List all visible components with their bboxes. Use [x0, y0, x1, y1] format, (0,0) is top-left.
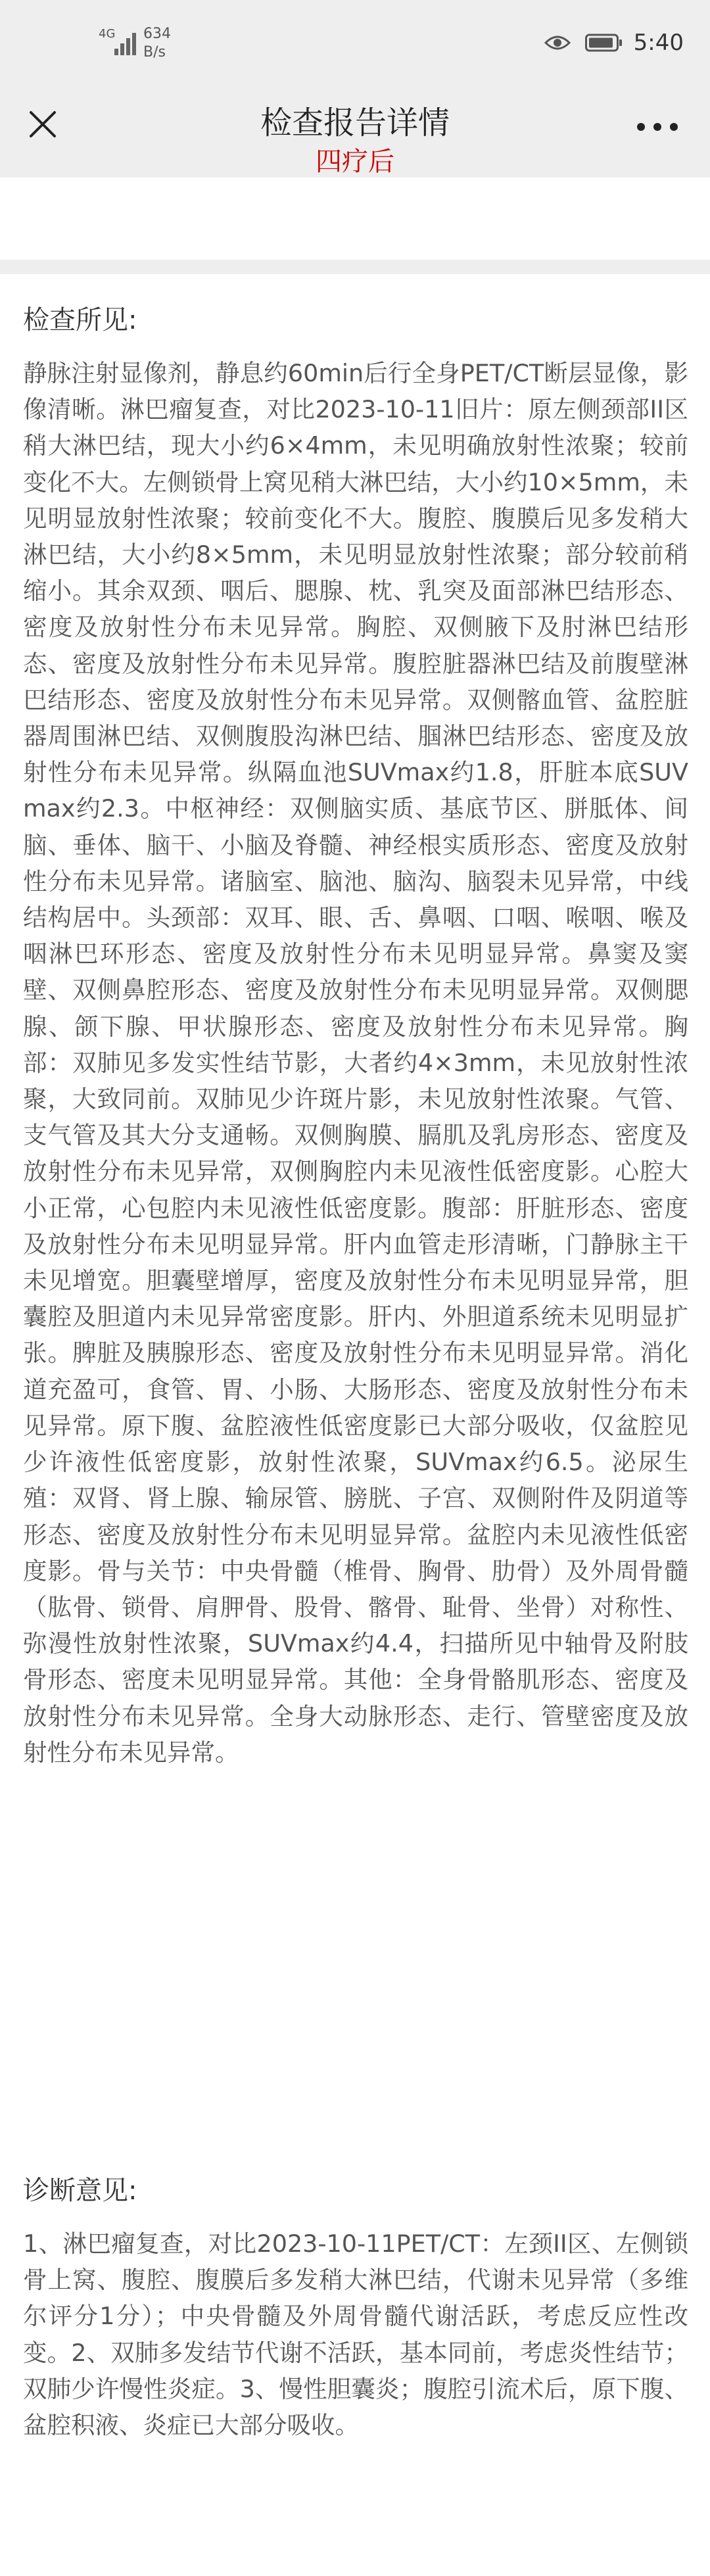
battery-icon [585, 33, 623, 53]
section-divider [0, 260, 710, 274]
page-title: 检查报告详情 [260, 105, 450, 141]
network-speed-unit: B/s [143, 44, 166, 60]
more-dots-icon [636, 122, 679, 132]
status-bar [0, 0, 710, 85]
network-type: 4G [99, 27, 116, 41]
diagnosis-text: 1、淋巴瘤复查，对比2023-10-11PET/CT：左颈II区、左侧锁骨上窝、腹腔、腹膜后多发稍大淋巴结，代谢未见异常（多维尔评分1分）；中央骨髓及外周骨髓代谢活跃，考虑反应性改变。2、双肺多发结节代谢不活跃，基本同前，考虑炎性结节；双肺少许慢性炎症。3、慢性胆囊炎；腹腔引流术后，原下腹、盆腔积液、炎症已大部分吸收。 [23, 2230, 688, 2440]
signal-bars-icon [113, 32, 137, 57]
more-options-button[interactable] [631, 110, 684, 143]
diagnosis-heading: 诊断意见: [23, 2176, 137, 2206]
header-spacer [0, 178, 710, 224]
findings-text: 静脉注射显像剂，静息约60min后行全身PET/CT断层显像，影像清晰。淋巴瘤复查，对比2023-10-11旧片：原左侧颈部II区稍大淋巴结，现大小约6×4mm，未见明确放射性浓聚；较前变化不大。左侧锁骨上窝见稍大淋巴结，大小约10×5mm，未见明显放射性浓聚；较前变化不大。腹腔、腹膜后见多发稍大淋巴结，大小约8×5mm，未见明显放射性浓聚；部分较前稍缩小。其余双颈、咽后、腮腺、枕、乳突及面部淋巴结形态、密度及放射性分布未见异常。胸腔、双侧腋下及肘淋巴结形态、密度及放射性分布未见异常。腹腔脏器淋巴结及前腹壁淋巴结形态、密度及放射性分布未见异常。双侧髂血管、盆腔脏器周围淋巴结、双侧腹股沟淋巴结、腘淋巴结形态、密度及放射性分布未见异常。纵隔血池SUVmax约1.8，肝脏本底SUVmax约2.3。中枢神经：双侧脑实质、基底节区、胼胝体、间脑、垂体、脑干、小脑及脊髓、神经根实质形态、密度及放射性分布未见异常。诸脑室、脑池、脑沟、脑裂未见异常，中线结构居中。头颈部：双耳、眼、舌、鼻咽、口咽、喉咽、喉及咽淋巴环形态、密度及放射性分布未见明显异常。鼻窦及窦壁、双侧鼻腔形态、密度及放射性分布未见明显异常。双侧腮腺、颌下腺、甲状腺形态、密度及放射性分布未见异常。胸部：双肺见多发实性结节影，大者约4×3mm，未见放射性浓聚，大致同前。双肺见少许斑片影，未见放射性浓聚。气管、支气管及其大分支通畅。双侧胸膜、膈肌及乳房形态、密度及放射性分布未见异常，双侧胸腔内未见液性低密度影。心腔大小正常，心包腔内未见液性低密度影。腹部：肝脏形态、密度及放射性分布未见明显异常。肝内血管走形清晰，门静脉主干未见增宽。胆囊壁增厚，密度及放射性分布未见明显异常，胆囊腔及胆道内未见异常密度影。肝内、外胆道系统未见明显扩张。脾脏及胰腺形态、密度及放射性分布未见明显异常。消化道充盈可，食管、胃、小肠、大肠形态、密度及放射性分布未见异常。原下腹、盆腔液性低密度影已大部分吸收，仅盆腔见少许液性低密度影，放射性浓聚，SUVmax约6.5。泌尿生殖：双肾、肾上腺、输尿管、膀胱、子宫、双侧附件及阴道等形态、密度及放射性分布未见明显异常。盆腔内未见液性低密度影。骨与关节：中央骨髓（椎骨、胸骨、肋骨）及外周骨髓（肱骨、锁骨、肩胛骨、股骨、髂骨、耻骨、坐骨）对称性、弥漫性放射性浓聚，SUVmax约4.4，扫描所见中轴骨及附肢骨形态、密度未见明显异常。其他：全身骨骼肌形态、密度及放射性分布未见异常。全身大动脉形态、走行、管壁密度及放射性分布未见异常。 [23, 359, 688, 1767]
findings-heading: 检查所见: [23, 305, 137, 335]
eye-icon [544, 34, 571, 52]
status-time: 5:40 [633, 30, 684, 56]
status-right [544, 26, 684, 59]
network-speed-value: 634 [143, 26, 171, 42]
report-subtitle: 四疗后 [316, 147, 394, 177]
diagnosis-section [23, 2173, 688, 2443]
network-speed [143, 25, 171, 62]
findings-section [23, 302, 688, 1771]
title-bar [0, 85, 710, 178]
